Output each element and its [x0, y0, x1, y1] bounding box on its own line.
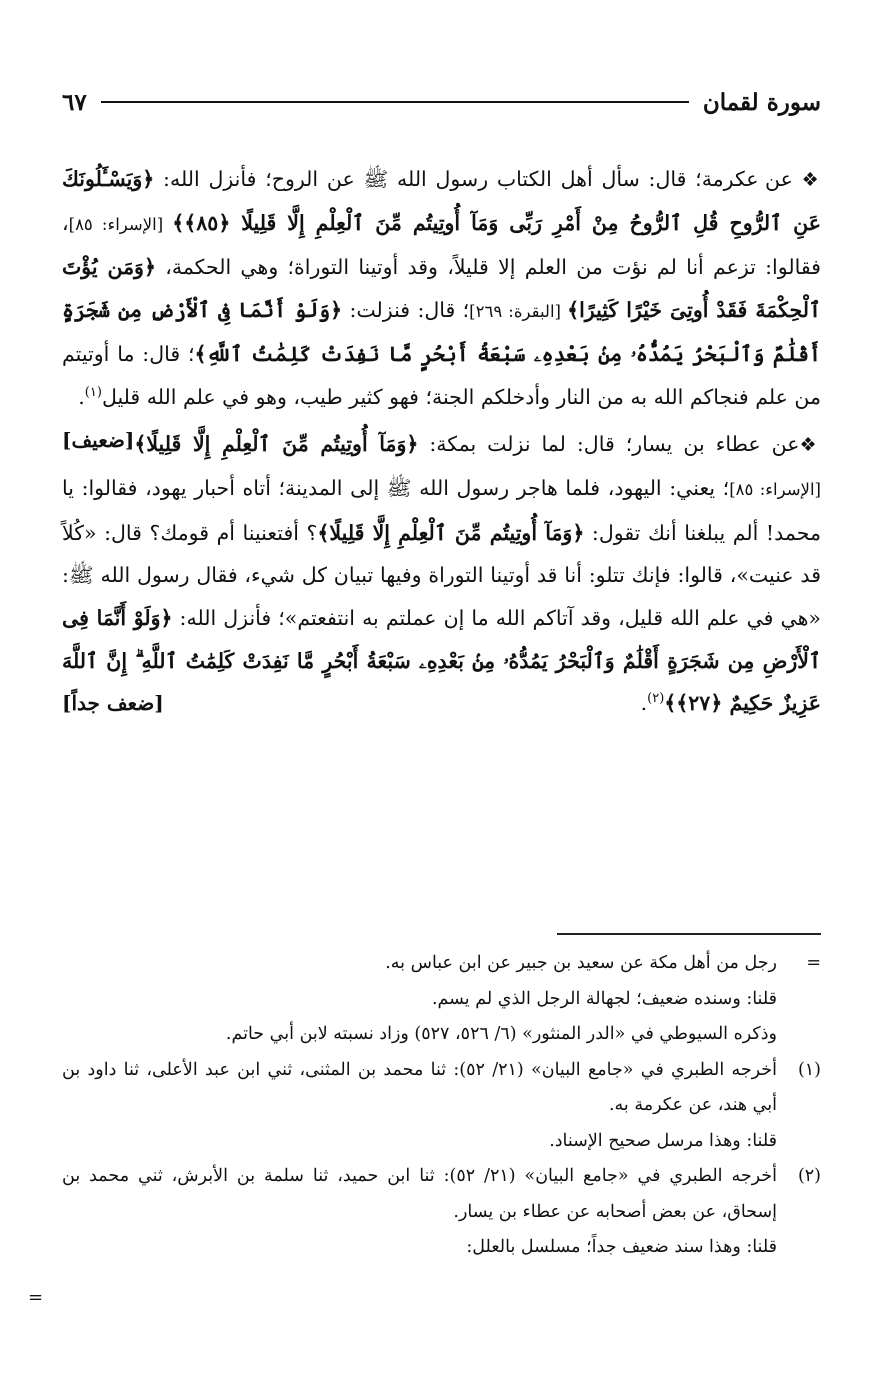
diamond-bullet-icon: ❖ — [801, 169, 821, 191]
narration-text: . — [640, 691, 648, 716]
footnotes — [62, 946, 821, 1266]
main-text — [62, 158, 821, 725]
grading-label: [ضعيف] — [62, 427, 135, 452]
verse-reference: [البقرة: ٢٦٩] — [469, 301, 568, 321]
continuation-mark: = — [28, 1287, 44, 1308]
quran-verse: ﴿وَلَوْ أَنَّمَا فِى ٱلْأَرْضِ مِن شَجَرَةٍ أَقْلَٰمٌ وَٱلْبَحْرُ يَمُدُّهُۥ مِنۢ بَعْدِهِۦ سَبْعَةُ أَبْحُرٍ مَّا نَفِدَتْ كَلِمَٰتُ ٱللَّهِ﴾ — [62, 297, 821, 367]
footnote-line: أخرجه الطبري في «جامع البيان» (٢١/ ٥٢): ثنا ابن حميد، ثنا سلمة بن الأبرش، ثني محمد بن إسحاق، عن بعض أصحابه عن عطاء بن يسار. — [62, 1166, 777, 1222]
narration-text: عن عكرمة؛ قال: سأل أهل الكتاب رسول الله ﷺ عن الروح؛ فأنزل الله: — [154, 167, 793, 191]
footnote-1 — [62, 1053, 821, 1160]
footnote-number: = — [806, 953, 821, 973]
header-rule — [101, 101, 689, 103]
footnote-marker: (٢) — [647, 691, 665, 707]
footnote-number: (٢) — [797, 1166, 821, 1186]
footnote-line: وذكره السيوطي في «الدر المنثور» (٦/ ٥٢٦، ٥٢٧) وزاد نسبته لابن أبي حاتم. — [225, 1024, 777, 1044]
quran-verse: ﴿وَمَآ أُوتِيتُم مِّنَ ٱلْعِلْمِ إِلَّا قَلِيلًا﴾ — [317, 520, 585, 545]
footnote-line: قلنا: وسنده ضعيف؛ لجهالة الرجل الذي لم يسم. — [431, 988, 777, 1009]
verse-reference: [الإسراء: ٨٥] — [68, 214, 173, 234]
footnote-number: (١) — [797, 1059, 821, 1080]
quran-verse: ﴿وَمَن يُؤْتَ ٱلْحِكْمَةَ فَقَدْ أُوتِىَ خَيْرًا كَثِيرًا﴾ — [62, 255, 821, 322]
quran-verse: ﴿وَمَآ أُوتِيتُم مِّنَ ٱلْعِلْمِ إِلَّا قَلِيلًا﴾ — [134, 431, 419, 456]
quran-verse: ﴿وَلَوْ أَنَّمَا فِى ٱلْأَرْضِ مِن شَجَرَةٍ أَقْلَٰمٌ وَٱلْبَحْرُ يَمُدُّهُۥ مِنۢ بَعْدِهِۦ سَبْعَةُ أَبْحُرٍ مَّا نَفِدَتْ كَلِمَٰتُ ٱللَّهِ ۗ إِنَّ ٱللَّهَ عَزِيزٌ حَكِيمٌ ﴿٢٧﴾﴾ — [62, 605, 821, 716]
footnote-line: قلنا: وهذا سند ضعيف جداً؛ مسلسل بالعلل: — [466, 1237, 777, 1257]
footnote-continued — [62, 946, 821, 1053]
verse-reference: [الإسراء: ٨٥] — [729, 480, 821, 500]
narration-text: ، فقالوا: تزعم أنا لم نؤت من العلم إلا قليلاً، وقد أوتينا التوراة؛ وهي الحكمة، — [62, 210, 821, 280]
narration-text: ؛ يعني: اليهود، فلما هاجر رسول الله ﷺ إلى المدينة؛ أتاه أحبار يهود، فقالوا: يا محمد! ألم يبلغنا أنك تقول: — [62, 476, 821, 545]
footnote-line: رجل من أهل مكة عن سعيد بن جبير عن ابن عباس به. — [385, 953, 777, 973]
grading-label: [ضعف جداً] — [62, 691, 164, 716]
page-number: ٦٧ — [62, 88, 87, 116]
narration-text: ؛ قال: فنزلت: — [342, 297, 470, 322]
footnote-2 — [62, 1159, 821, 1266]
narration-text: . — [78, 384, 85, 409]
footnote-line: أخرجه الطبري في «جامع البيان» (٢١/ ٥٢): ثنا محمد بن المثنى، ثني ابن عبد الأعلى، ثنا داود بن أبي هند، عن عكرمة به. — [62, 1059, 777, 1115]
narration-ata — [62, 423, 821, 725]
footnote-separator — [557, 933, 821, 935]
running-header — [62, 84, 821, 120]
narration-text: ؛ قال: ما أوتيتم من علم فنجاكم الله به من النار وأدخلكم الجنة؛ فهو كثير طيب، وهو في علم الله قليل — [62, 342, 821, 409]
footnote-marker: (١) — [84, 385, 102, 401]
surah-title: سورة لقمان — [702, 88, 821, 116]
quran-verse: ﴿وَيَسْـَٔلُونَكَ عَنِ ٱلرُّوحِ قُلِ ٱلرُّوحُ مِنْ أَمْرِ رَبِّى وَمَآ أُوتِيتُم مِّنَ ٱلْعِلْمِ إِلَّا قَلِيلًا ﴿٨٥﴾﴾ — [62, 167, 821, 235]
grading-text: ضعيف — [71, 427, 125, 452]
narration-text: ؟ أفتعنينا أم قومك؟ قال: «كُلاً قد عنيت»، قالوا: فإنك تتلو: أنا قد أوتينا التوراة وفيها تبيان كل شيء، فقال رسول الله ﷺ: «هي في علم الله قليل، وقد آتاكم الله ما إن عملتم به انتفعتم»؛ فأنزل الله: — [62, 520, 821, 630]
narration-text: عن عطاء بن يسار؛ قال: لما نزلت بمكة: — [418, 431, 800, 456]
footnote-line: قلنا: وهذا مرسل صحيح الإسناد. — [549, 1130, 777, 1151]
grading-text: ضعف جداً — [71, 691, 155, 716]
diamond-bullet-icon: ❖ — [799, 433, 821, 456]
